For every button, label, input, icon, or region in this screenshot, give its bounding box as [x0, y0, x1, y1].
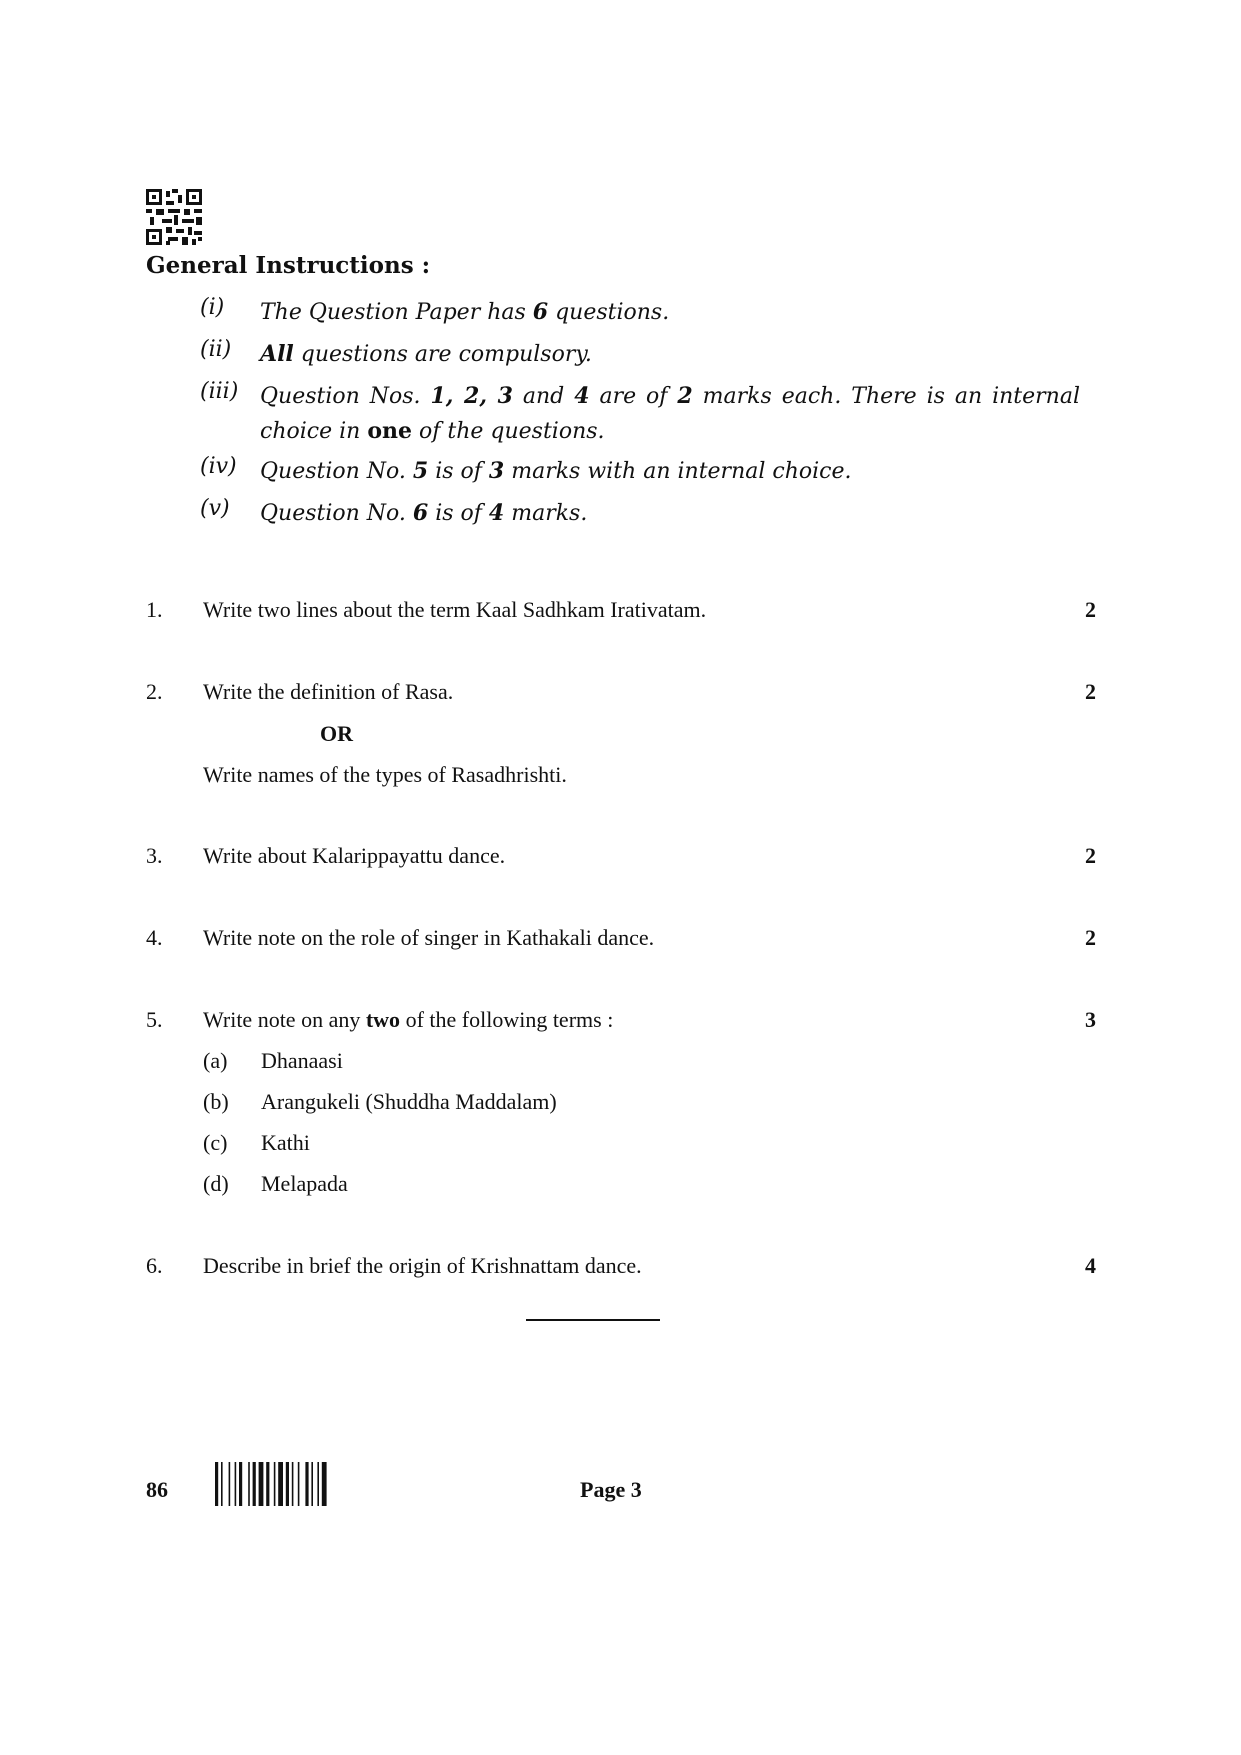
question-text: Write about Kalarippayattu dance. — [203, 843, 506, 868]
option-text: Melapada — [261, 1171, 348, 1196]
option-text: Dhanaasi — [261, 1048, 343, 1073]
or-label: OR — [320, 721, 353, 746]
question-marks: 3 — [1085, 1007, 1096, 1032]
page-number: Page 3 — [580, 1477, 642, 1502]
paper-code: 86 — [146, 1477, 168, 1502]
instruction-text: Question No. 5 is of 3 marks with an internal choice. — [260, 458, 852, 484]
instruction-text: The Question Paper has 6 questions. — [260, 299, 670, 325]
question-marks: 2 — [1085, 843, 1096, 868]
instruction-text: All questions are compulsory. — [260, 341, 592, 367]
barcode-icon — [215, 1462, 375, 1506]
qr-code-icon — [146, 189, 202, 245]
option-label: (d) — [203, 1171, 229, 1196]
question-marks: 2 — [1085, 597, 1096, 622]
question-marks: 2 — [1085, 679, 1096, 704]
option-label: (a) — [203, 1048, 228, 1073]
question-text: Write names of the types of Rasadhrishti. — [203, 762, 567, 787]
instruction-number: (iv) — [200, 454, 237, 479]
option-label: (b) — [203, 1089, 229, 1114]
instruction-text: Question No. 6 is of 4 marks. — [260, 500, 588, 526]
question-number: 2. — [146, 679, 163, 704]
instruction-text: Question Nos. 1, 2, 3 and 4 are of 2 marks each. There is an internal choice in one of the questions. — [260, 383, 1081, 444]
question-marks: 2 — [1085, 925, 1096, 950]
instruction-number: (ii) — [200, 337, 232, 362]
question-number: 3. — [146, 843, 163, 868]
instruction-number: (v) — [200, 496, 230, 521]
question-number: 1. — [146, 597, 163, 622]
question-text: Write two lines about the term Kaal Sadhkam Irativatam. — [203, 597, 707, 622]
instruction-number: (iii) — [200, 379, 239, 404]
instructions-heading: General Instructions : — [146, 252, 431, 279]
option-text: Arangukeli (Shuddha Maddalam) — [261, 1089, 557, 1114]
question-number: 6. — [146, 1253, 163, 1278]
question-text: Write the definition of Rasa. — [203, 679, 454, 704]
option-label: (c) — [203, 1130, 228, 1155]
question-text: Write note on the role of singer in Kathakali dance. — [203, 925, 655, 950]
question-text: Write note on any two of the following terms : — [203, 1007, 614, 1032]
question-marks: 4 — [1085, 1253, 1096, 1278]
question-number: 5. — [146, 1007, 163, 1032]
question-number: 4. — [146, 925, 163, 950]
end-divider — [526, 1319, 660, 1321]
instruction-number: (i) — [200, 295, 225, 320]
option-text: Kathi — [261, 1130, 310, 1155]
question-text: Describe in brief the origin of Krishnattam dance. — [203, 1253, 642, 1278]
